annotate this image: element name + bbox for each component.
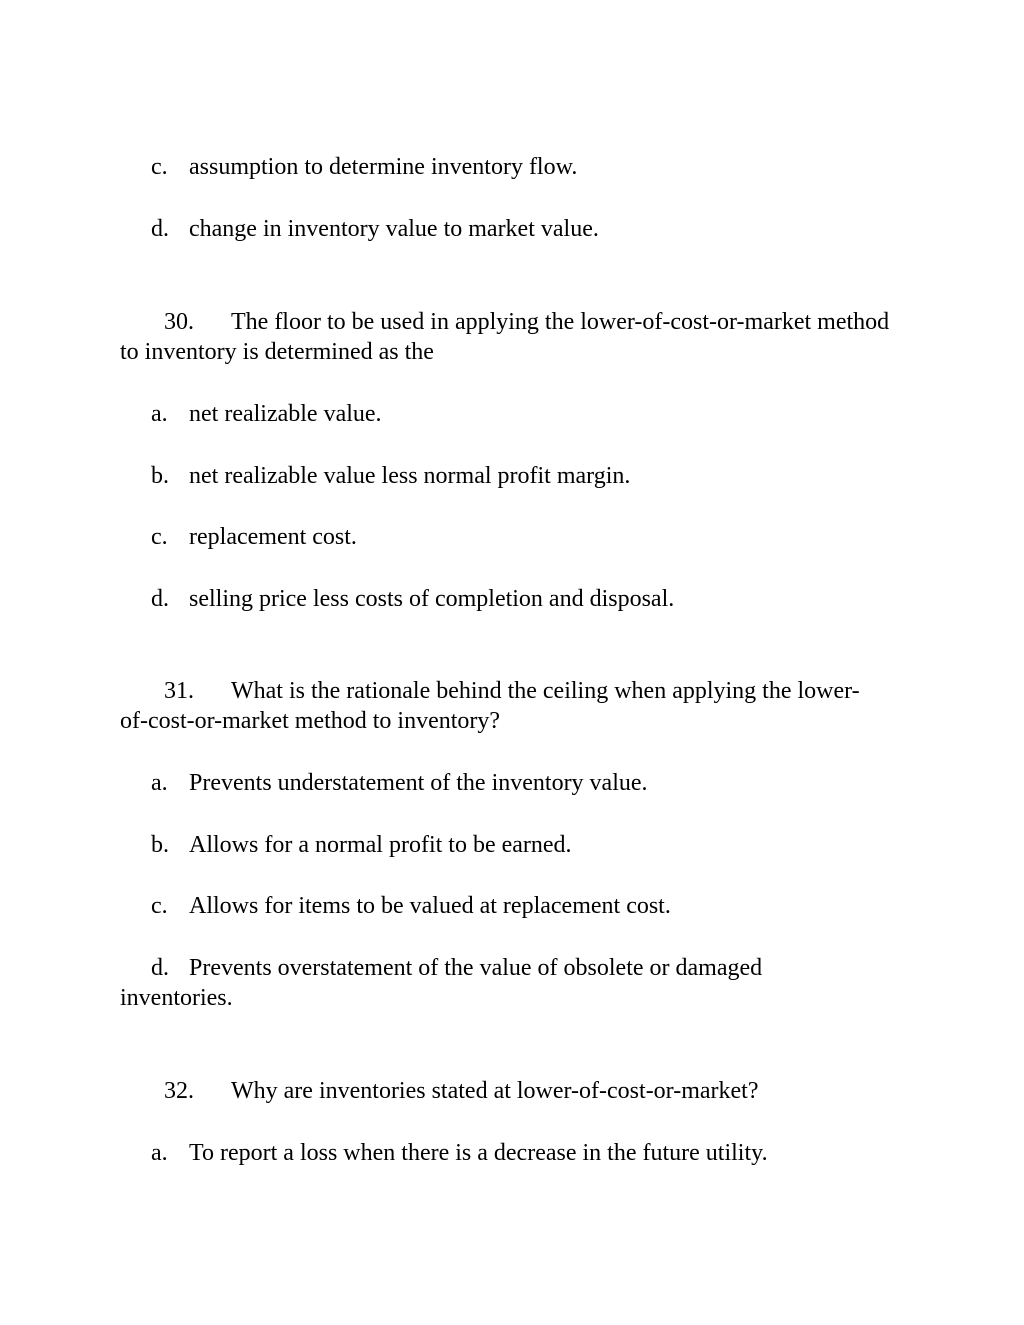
option-letter: d.: [151, 955, 169, 981]
question-text: What is the rationale behind the ceiling when applying the lower-of-cost-or-market method to inventory?: [120, 678, 860, 734]
option-text: change in inventory value to market value.: [189, 216, 599, 242]
question-number: 30.: [164, 309, 194, 335]
option-text: net realizable value.: [189, 401, 382, 427]
option-text: assumption to determine inventory flow.: [189, 154, 578, 180]
option-30-b: [120, 461, 910, 491]
option-text: Prevents understatement of the inventory value.: [189, 770, 648, 796]
option-text: Allows for a normal profit to be earned.: [189, 832, 572, 858]
option-30-d: [120, 584, 910, 614]
option-text: selling price less costs of completion and disposal.: [189, 586, 675, 612]
option-letter: a.: [151, 1140, 168, 1166]
option-30-c: [120, 522, 910, 552]
option-31-b: [120, 830, 910, 860]
option-letter: c.: [151, 154, 168, 180]
option-text: Allows for items to be valued at replacement cost.: [189, 893, 671, 919]
question-number: 31.: [164, 678, 194, 704]
option-letter: d.: [151, 586, 169, 612]
option-31-d: [120, 953, 840, 1013]
option-text: To report a loss when there is a decrease in the future utility.: [189, 1140, 768, 1166]
option-letter: b.: [151, 832, 169, 858]
question-text: The floor to be used in applying the lower-of-cost-or-market method to inventory is determined as the: [120, 309, 890, 365]
question-30: [120, 307, 900, 367]
option-31-a: [120, 768, 910, 798]
option-letter: c.: [151, 893, 168, 919]
question-text: Why are inventories stated at lower-of-cost-or-market?: [231, 1078, 759, 1104]
option-30-a: [120, 399, 910, 429]
question-31: [120, 676, 880, 736]
option-29-d: [120, 214, 910, 244]
option-text: replacement cost.: [189, 524, 357, 550]
option-text: Prevents overstatement of the value of obsolete or damaged inventories.: [120, 955, 763, 1011]
option-32-a: [120, 1138, 910, 1168]
option-letter: b.: [151, 463, 169, 489]
option-letter: c.: [151, 524, 168, 550]
option-letter: a.: [151, 770, 168, 796]
option-text: net realizable value less normal profit margin.: [189, 463, 631, 489]
option-letter: d.: [151, 216, 169, 242]
option-29-c: [120, 152, 910, 182]
option-31-c: [120, 891, 910, 921]
option-letter: a.: [151, 401, 168, 427]
question-32: [120, 1076, 910, 1106]
question-number: 32.: [164, 1078, 194, 1104]
